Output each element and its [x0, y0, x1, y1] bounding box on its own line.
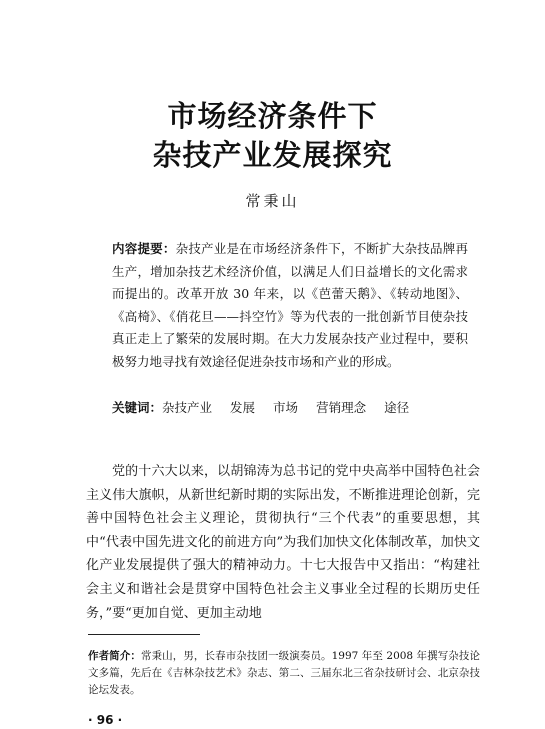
author-name: 常秉山: [245, 192, 300, 210]
keywords: [112, 397, 468, 419]
keyword-item: 市场: [273, 400, 299, 415]
footnote-label: 作者简介：: [88, 650, 141, 662]
keyword-item: 发展: [230, 400, 256, 415]
footnote-text: 常秉山，男，长春市杂技团一级演奏员。1997 年至 2008 年撰写杂技论文多篇，先后在《吉林杂技艺术》杂志、第二、三届东北三省杂技研讨会、北京杂技论坛发表。: [88, 650, 480, 696]
author-footnote: [88, 648, 480, 699]
abstract: [112, 238, 468, 373]
keyword-item: 杂技产业: [162, 400, 213, 415]
abstract-label: 内容提要：: [112, 241, 176, 256]
page-number: · 96 ·: [88, 713, 123, 727]
keyword-item: 营销理念: [316, 400, 367, 415]
abstract-text: 杂技产业是在市场经济条件下，不断扩大杂技品牌再生产，增加杂技艺术经济价值，以满足人们日益增长的文化需求而提出的。改革开放 30 年来，以《芭蕾天鹅》、《转动地图》、《高椅》、《俏花旦——抖空竹》等为代表的一批创新节目使杂技真正走上了繁荣的发展时期。在大力发展杂技产业过程中，要积极努力地寻找有效途径促进杂技市场和产业的形成。: [112, 241, 468, 369]
title-line-1: 市场经济条件下: [167, 99, 378, 133]
keyword-item: 途径: [384, 400, 410, 415]
keywords-label: 关键词：: [112, 400, 163, 415]
body-paragraph: 党的十六大以来，以胡锦涛为总书记的党中央高举中国特色社会主义伟大旗帜，从新世纪新时期的实际出发，不断推进理论创新，完善中国特色社会主义理论，贯彻执行“三个代表”的重要思想，其中“代表中国先进文化的前进方向”为我们加快文化体制改革，加快文化产业发展提供了强大的精神动力。十七大报告中又指出：“构建社会主义和谐社会是贯穿中国特色社会主义事业全过程的长期历史任务，”要“更加自觉、更加主动地: [86, 464, 480, 621]
footnote-divider: [88, 634, 200, 635]
title-line-2: 杂技产业发展探究: [152, 138, 393, 172]
